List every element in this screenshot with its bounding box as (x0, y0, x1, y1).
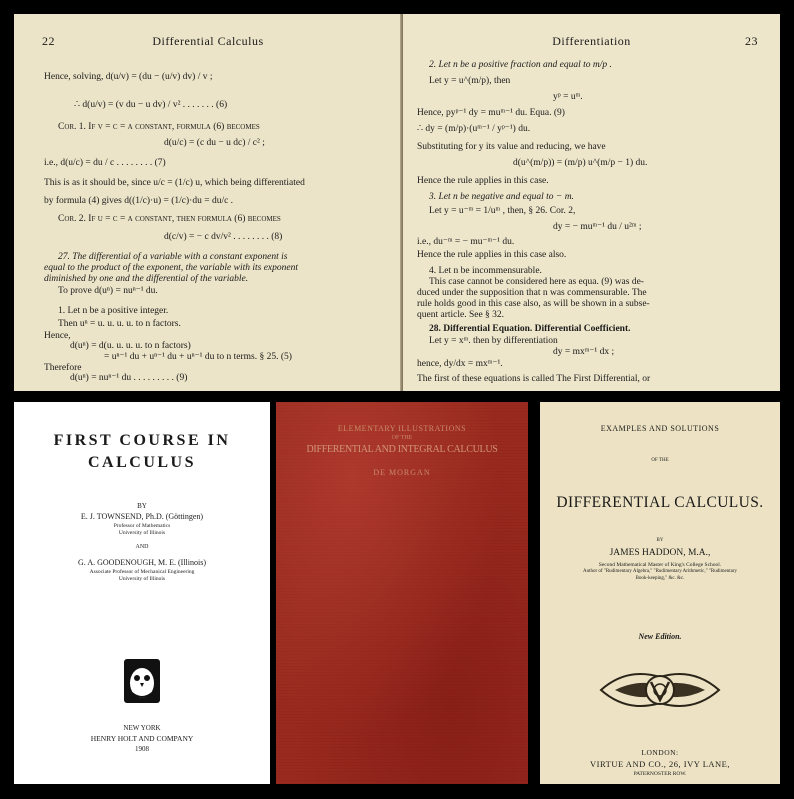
text-line: Hence the rule applies in this case also. (417, 250, 567, 260)
book-title-line-2: CALCULUS (87, 454, 196, 471)
author-description: Second Mathematical Master of King's College School. (598, 562, 722, 568)
text-line: rule holds good in this case also, as will be shown in a subse- (417, 299, 650, 309)
text-line: To prove d(uⁿ) = nuⁿ⁻¹ du. (58, 286, 158, 296)
text-line: Cor. 2. If u = c = a constant, then formula (6) becomes (58, 214, 281, 224)
text-line: by formula (4) gives d((1/c)·u) = (1/c)·du = du/c . (44, 196, 234, 206)
book-subtitle-of: OF THE (651, 458, 669, 463)
byline: BY (137, 502, 147, 510)
text-line: This case cannot be considered here as equa. (9) was de- (429, 277, 644, 287)
text-line: 2. Let n be a positive fraction and equal to m/p . (429, 60, 612, 70)
author-name: G. A. GOODENOUGH, M. E. (Illinois) (78, 558, 206, 567)
text-line: Let y = xᵐ. then by differentiation (429, 336, 558, 346)
cover-title-line: OF THE (391, 435, 413, 441)
section-heading: 28. Differential Equation. Differential Coefficient. (429, 324, 631, 334)
and-separator: AND (135, 544, 149, 550)
text-line: d(uⁿ) = nuⁿ⁻¹ du . . . . . . . . . (9) (70, 373, 188, 383)
book-title: DIFFERENTIAL CALCULUS. (556, 494, 764, 511)
text-line: Let y = u^(m/p), then (429, 76, 511, 86)
text-line: d(u/c) = (c du − u dc) / c² ; (164, 138, 265, 148)
cover-title-main: DIFFERENTIAL AND INTEGRAL CALCULUS (306, 444, 498, 455)
title-page-haddon (540, 402, 780, 784)
text-line: 4. Let n be incommensurable. (429, 266, 542, 276)
book-page-right (403, 14, 780, 391)
running-header-left: Differential Calculus (152, 34, 264, 48)
text-line: diminished by one and the differential of the variable. (44, 274, 249, 284)
text-line: 3. Let n be negative and equal to − m. (429, 192, 574, 202)
author-role: Associate Professor of Mechanical Engineering (89, 569, 195, 575)
text-line: d(uⁿ) = d(u. u. u. u. to n factors) (70, 341, 191, 351)
text-line: 27. The differential of a variable with a constant exponent is (58, 252, 288, 262)
text-line: i.e., du⁻ᵐ = − mu⁻ᵐ⁻¹ du. (417, 237, 515, 247)
page-number-right: 23 (745, 34, 758, 48)
text-line: Hence the rule applies in this case. (417, 176, 549, 186)
publisher-name: HENRY HOLT AND COMPANY (90, 734, 194, 743)
cover-title-line: ELEMENTARY ILLUSTRATIONS (337, 424, 467, 433)
author-role: Professor of Mathematics (113, 523, 171, 529)
text-line: Therefore (44, 363, 82, 373)
author-name: E. J. TOWNSEND, Ph.D. (Göttingen) (80, 512, 204, 521)
text-line: = uⁿ⁻¹ du + uⁿ⁻¹ du + uⁿ⁻¹ du to n terms. § 25. (5) (104, 352, 292, 362)
publisher-ornament-emblem (597, 657, 723, 723)
text-line: The first of these equations is called The First Differential, or (417, 374, 651, 384)
text-line: dy = mxᵐ⁻¹ dx ; (553, 347, 615, 357)
publisher-street: PATERNOSTER ROW. (633, 771, 687, 777)
author-description: Author of "Rudimentary Algebra," "Rudimentary Arithmetic," "Rudimentary (582, 569, 738, 574)
text-line: Then uⁿ = u. u. u. u. to n factors. (58, 319, 181, 329)
red-cloth-cover (276, 402, 528, 784)
publication-year: 1908 (135, 745, 149, 753)
text-line: dy = − muᵐ⁻¹ du / u²ᵐ ; (553, 222, 642, 232)
text-line: yᵖ = uᵐ. (553, 92, 583, 102)
text-line: Cor. 1. If v = c = a constant, formula (6) becomes (58, 122, 260, 132)
publisher-owl-emblem (122, 657, 162, 705)
author-affiliation: University of Illinois (118, 530, 166, 536)
book-subtitle: EXAMPLES AND SOLUTIONS (600, 424, 720, 433)
text-line: equal to the product of the exponent, the variable with its exponent (44, 263, 298, 273)
text-line: Hence, solving, d(u/v) = (du − (u/v) dv) / v ; (44, 72, 213, 82)
text-line: i.e., d(u/c) = du / c . . . . . . . . (7) (44, 158, 166, 168)
text-line: 1. Let n be a positive integer. (58, 306, 169, 316)
author-name: JAMES HADDON, M.A., (609, 548, 711, 558)
text-line: Let y = u⁻ᵐ = 1/uᵐ , then, § 26. Cor. 2, (429, 206, 576, 216)
text-line: d(c/v) = − c dv/v² . . . . . . . . (8) (164, 232, 283, 242)
edition-note: New Edition. (638, 632, 682, 641)
text-line: This is as it should be, since u/c = (1/c) u, which being differentiated (44, 178, 305, 188)
publisher-city: NEW YORK (123, 724, 161, 732)
text-line: ∴ dy = (m/p)·(uᵐ⁻¹ / yᵖ⁻¹) du. (417, 124, 531, 134)
author-description: Book-keeping," &c. &c. (635, 576, 685, 581)
publisher-city: LONDON: (641, 748, 679, 757)
publisher-name: VIRTUE AND CO., 26, IVY LANE, (590, 759, 730, 769)
page-number-left: 22 (42, 34, 55, 48)
text-line: Hence, pyᵖ⁻¹ dy = muᵐ⁻¹ du. Equa. (9) (417, 108, 565, 118)
text-line: Substituting for y its value and reducing, we have (417, 142, 606, 152)
text-line: hence, dy/dx = mxᵐ⁻¹. (417, 359, 503, 369)
book-page-left (14, 14, 402, 391)
text-line: ∴ d(u/v) = (v du − u dv) / v² . . . . . . . (6) (74, 100, 228, 110)
cover-author: DE MORGAN (373, 468, 431, 477)
text-line: Hence, (44, 331, 71, 341)
byline: BY (656, 538, 664, 543)
title-page-townsend (14, 402, 270, 784)
text-line: quent article. See § 32. (417, 310, 505, 320)
book-title-line-1: FIRST COURSE IN (53, 432, 231, 449)
text-line: duced under the supposition that n was commensurable. The (417, 288, 647, 298)
text-line: d(u^(m/p)) = (m/p) u^(m/p − 1) du. (513, 158, 648, 168)
author-affiliation: University of Illinois (118, 576, 166, 582)
running-header-right: Differentiation (552, 34, 631, 48)
